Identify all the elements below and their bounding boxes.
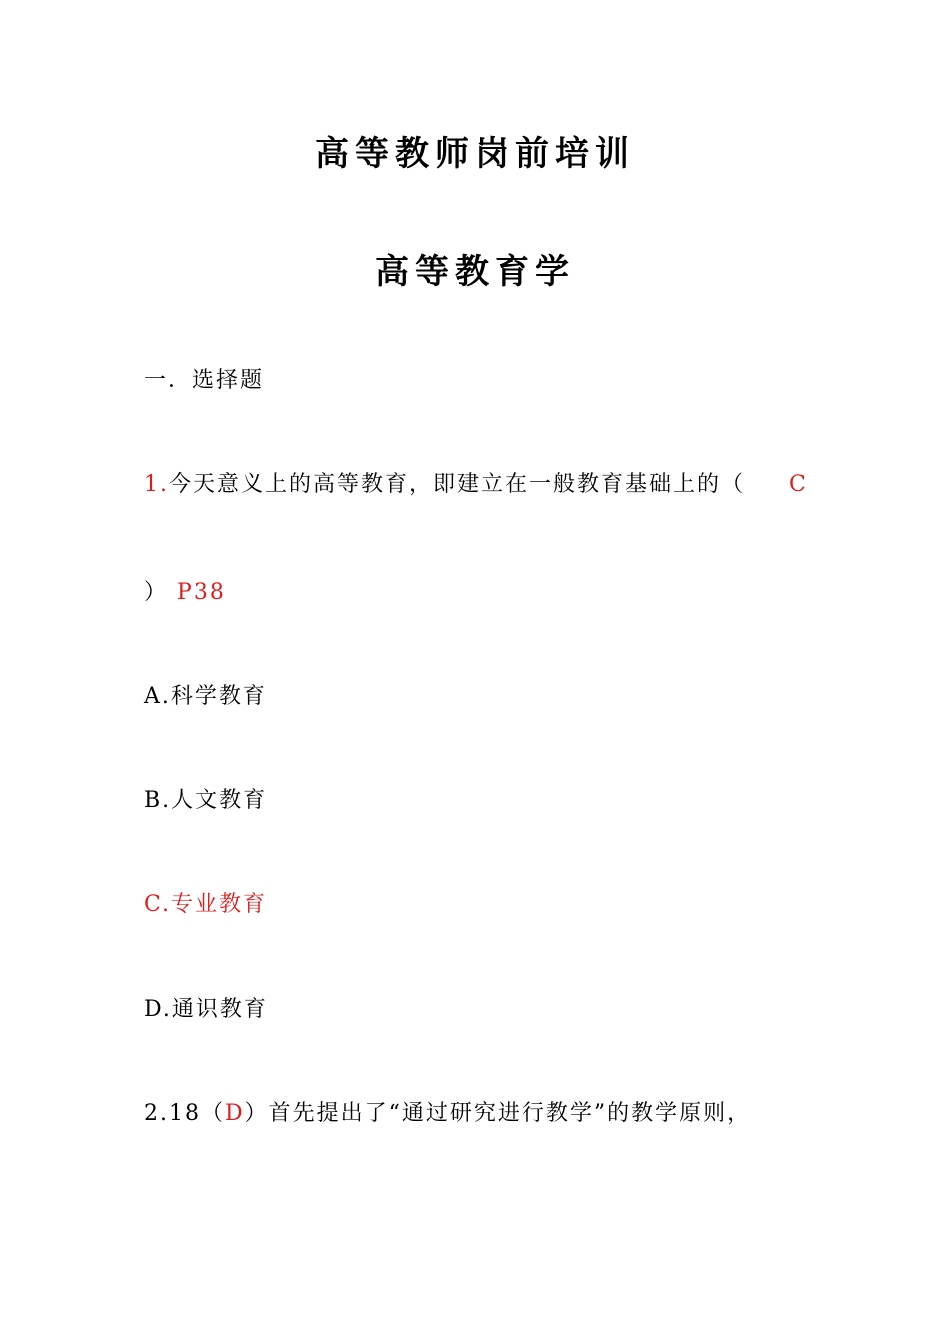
question-2-close-paren: ）: [244, 1101, 269, 1126]
document-title: 高等教师岗前培训: [315, 134, 635, 174]
question-2-text: 首先提出了“通过研究进行教学”的教学原则，: [268, 1101, 752, 1126]
question-1-continuation: [144, 578, 226, 608]
question-1-option-b: B.人文教育: [144, 788, 268, 813]
section-heading: 一．选择题: [144, 368, 265, 393]
question-1-close-paren: ）: [144, 580, 169, 605]
question-1-number: 1.: [144, 472, 169, 497]
question-2-answer: D: [225, 1101, 245, 1126]
question-1-option-a: A.科学教育: [144, 684, 267, 709]
question-1-answer: C: [789, 472, 806, 497]
document-subtitle: 高等教育学: [375, 252, 575, 292]
question-2: [144, 1099, 751, 1129]
question-1: [144, 470, 745, 500]
question-2-number: 2.18: [144, 1101, 201, 1126]
question-2-open-paren: （: [200, 1101, 225, 1126]
question-1-text: 今天意义上的高等教育，即建立在一般教育基础上的（: [169, 472, 746, 497]
question-1-option-c: C.专业教育: [144, 892, 268, 917]
question-1-page-ref: P38: [177, 580, 226, 605]
question-1-option-d: D.通识教育: [144, 997, 268, 1022]
